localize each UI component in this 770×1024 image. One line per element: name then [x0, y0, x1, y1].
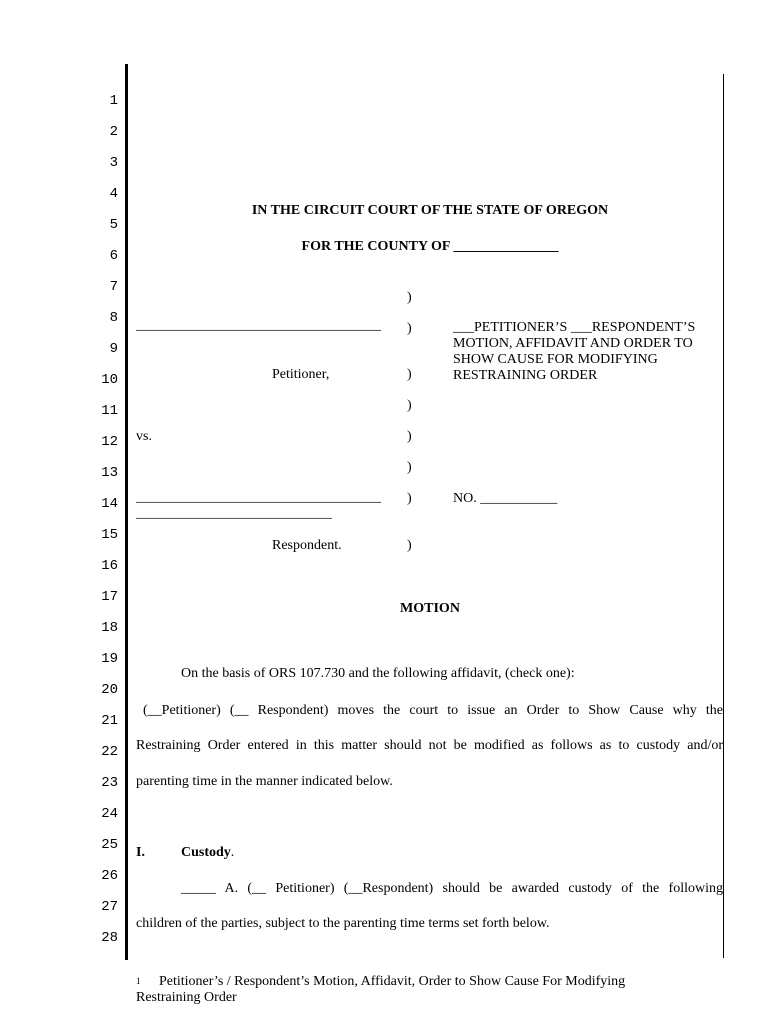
caption-paren: )	[407, 460, 412, 475]
line-number: 18	[101, 620, 118, 636]
document-title-line: RESTRAINING ORDER	[453, 368, 598, 383]
section-heading	[181, 845, 234, 861]
section-title-period: .	[230, 845, 235, 860]
motion-intro: On the basis of ORS 107.730 and the following affidavit, (check one):	[181, 666, 575, 681]
county-line: FOR THE COUNTY OF _______________	[301, 239, 559, 254]
custody-a-line: children of the parties, subject to the parenting time terms set forth below.	[136, 916, 550, 931]
petitioner-label: Petitioner,	[272, 367, 330, 382]
line-number: 17	[101, 589, 118, 605]
motion-text-line: parenting time in the manner indicated below.	[136, 774, 393, 789]
respondent-name-blank-2[interactable]: ____________________________	[136, 506, 332, 521]
line-number: 6	[109, 248, 118, 264]
document-title-line: ___PETITIONER’S ___RESPONDENT’S	[453, 320, 696, 335]
line-number: 4	[109, 186, 118, 202]
caption-paren: )	[407, 321, 412, 336]
case-number[interactable]: NO. ___________	[453, 491, 558, 506]
respondent-name-blank[interactable]: ___________________________________	[136, 490, 381, 505]
line-number: 12	[101, 434, 118, 450]
line-number: 11	[101, 403, 118, 419]
line-number: 15	[101, 527, 118, 543]
motion-heading: MOTION	[400, 601, 460, 616]
line-number: 2	[109, 124, 118, 140]
caption-paren: )	[407, 290, 412, 305]
court-heading: IN THE CIRCUIT COURT OF THE STATE OF OREGON	[251, 203, 609, 218]
line-number: 27	[101, 899, 118, 915]
section-number: I.	[136, 845, 145, 860]
line-number: 14	[101, 496, 118, 512]
line-number: 24	[101, 806, 118, 822]
footer-text-line: Restraining Order	[136, 990, 237, 1005]
line-number: 16	[101, 558, 118, 574]
caption-paren: )	[407, 398, 412, 413]
petitioner-name-blank[interactable]: ___________________________________	[136, 318, 381, 333]
footer-page-number: 1	[136, 976, 141, 986]
line-number: 8	[109, 310, 118, 326]
vs-label: vs.	[136, 429, 152, 444]
line-number: 21	[101, 713, 118, 729]
line-number: 13	[101, 465, 118, 481]
section-title: Custody	[181, 845, 231, 860]
line-number: 25	[101, 837, 118, 853]
line-number: 1	[109, 93, 118, 109]
caption-paren: )	[407, 538, 412, 553]
line-number: 20	[101, 682, 118, 698]
line-number: 22	[101, 744, 118, 760]
document-title-line: SHOW CAUSE FOR MODIFYING	[453, 352, 658, 367]
caption-paren: )	[407, 367, 412, 382]
line-number: 23	[101, 775, 118, 791]
motion-text-line: (__Petitioner) (__ Respondent) moves the court to issue an Order to Show Cause why the	[143, 703, 723, 718]
line-number: 28	[101, 930, 118, 946]
document-title-line: MOTION, AFFIDAVIT AND ORDER TO	[453, 336, 693, 351]
line-number: 7	[109, 279, 118, 295]
document-title	[453, 320, 695, 384]
line-number: 10	[101, 372, 118, 388]
motion-text-line: Restraining Order entered in this matter should not be modified as follows as to custody and/or	[136, 738, 723, 753]
line-number: 5	[109, 217, 118, 233]
line-number: 26	[101, 868, 118, 884]
respondent-label: Respondent.	[272, 538, 342, 553]
line-number: 9	[109, 341, 118, 357]
caption-paren: )	[407, 491, 412, 506]
caption-paren: )	[407, 429, 412, 444]
line-number: 19	[101, 651, 118, 667]
custody-a-line: _____ A. (__ Petitioner) (__Respondent) should be awarded custody of the following	[181, 881, 723, 896]
line-number: 3	[109, 155, 118, 171]
left-margin-rule	[125, 64, 128, 960]
footer-text-line: Petitioner’s / Respondent’s Motion, Affidavit, Order to Show Cause For Modifying	[159, 974, 626, 989]
